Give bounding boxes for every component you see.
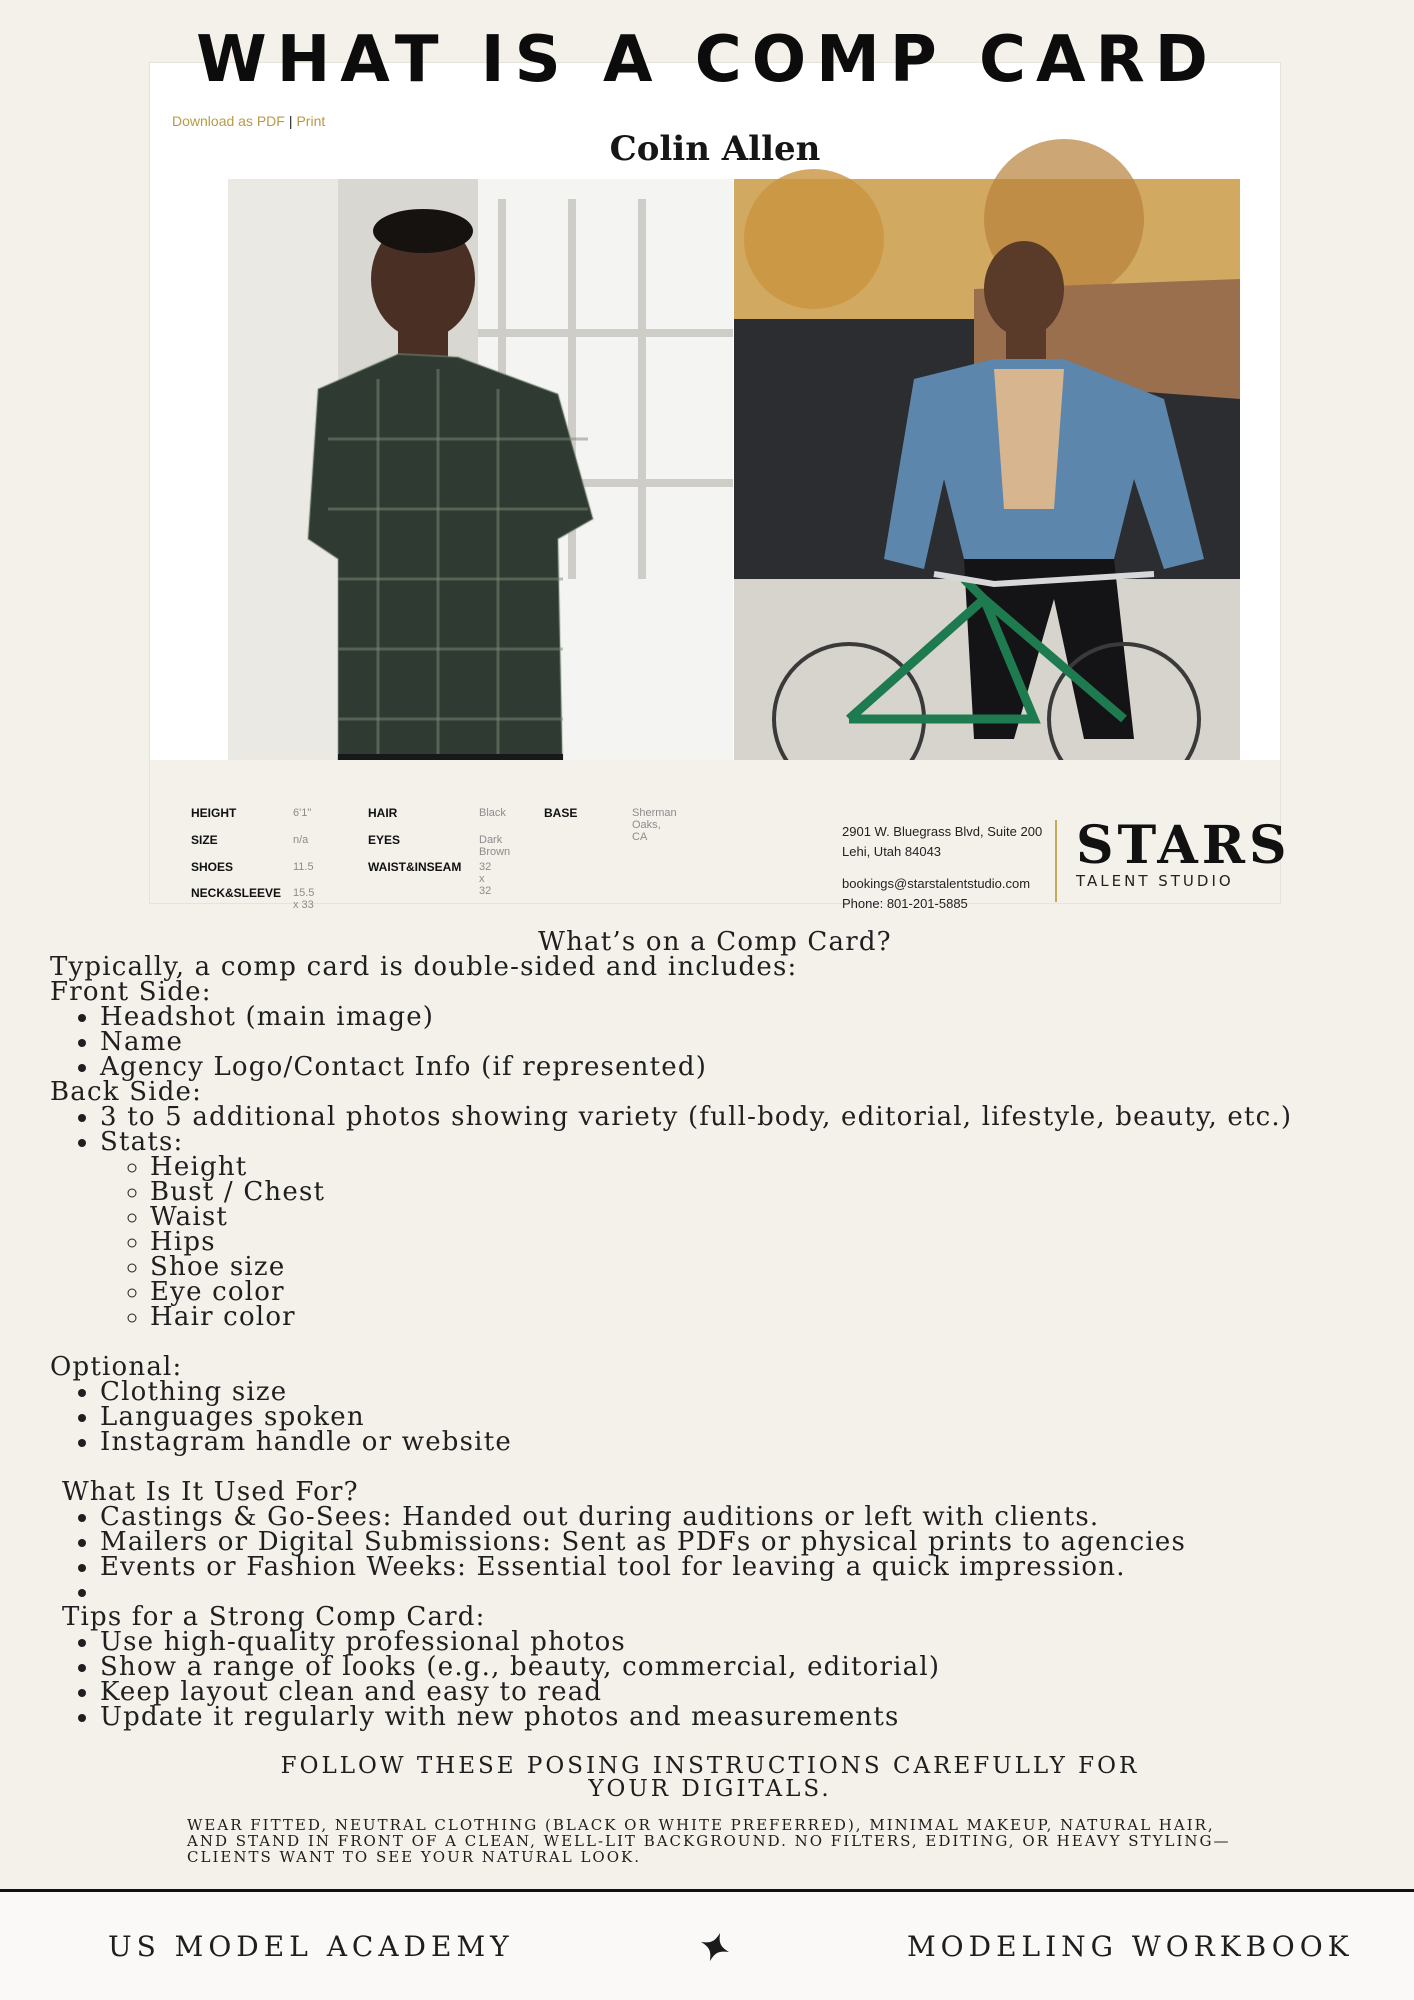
stat-height xyxy=(191,806,312,820)
main-content xyxy=(50,927,1380,1732)
tips-label: Tips for a Strong Comp Card: xyxy=(62,1602,486,1632)
stat-value: Sherman Oaks, CA xyxy=(632,807,677,843)
list-item: ◦ Hips xyxy=(150,1230,1380,1255)
stat-key: SHOES xyxy=(191,860,234,874)
posing-instructions-heading: FOLLOW THESE POSING INSTRUCTIONS CAREFULLY FOR YOUR DIGITALS. xyxy=(280,1753,1140,1802)
stat-key: WAIST&INSEAM xyxy=(368,860,462,874)
list-item: • Clothing size xyxy=(100,1380,1380,1405)
agency-phone: Phone: 801-201-5885 xyxy=(842,896,968,911)
download-pdf-link: Download as PDF xyxy=(172,113,285,129)
list-item: ◦ Hair color xyxy=(150,1305,1380,1330)
list-item: • Name xyxy=(100,1030,1380,1055)
footer xyxy=(0,1892,1414,2000)
stat-key: HAIR xyxy=(368,806,398,820)
list-item: ◦ Waist xyxy=(150,1205,1380,1230)
stats-label: Stats: xyxy=(100,1127,184,1157)
tips-list xyxy=(50,1627,1380,1732)
list-item: ◦ Shoe size xyxy=(150,1255,1380,1280)
stat-size xyxy=(191,833,309,847)
stat-waist-inseam xyxy=(368,860,492,897)
page-title: WHAT IS A COMP CARD xyxy=(196,23,1218,97)
list-item: • Mailers or Digital Submissions: Sent as PDFs or physical prints to agencies xyxy=(100,1530,1380,1555)
back-side-list xyxy=(50,1102,1380,1332)
optional-label: Optional: xyxy=(50,1352,183,1382)
model-photo-left xyxy=(228,179,733,791)
agency-email: bookings@starstalentstudio.com xyxy=(842,876,1031,891)
list-item: • Agency Logo/Contact Info (if represented) xyxy=(100,1055,1380,1080)
stat-key: HEIGHT xyxy=(191,806,237,820)
back-side-label: Back Side: xyxy=(50,1077,203,1107)
optional-list xyxy=(50,1377,1380,1457)
intro-text: Typically, a comp card is double-sided and includes: xyxy=(50,952,798,982)
agency-address-line: Lehi, Utah 84043 xyxy=(842,844,942,859)
agency-logo-wordmark: STARS xyxy=(1076,815,1291,876)
list-item: • Show a range of looks (e.g., beauty, commercial, editorial) xyxy=(100,1655,1380,1680)
posing-instructions-text: WEAR FITTED, NEUTRAL CLOTHING (BLACK OR WHITE PREFERRED), MINIMAL MAKEUP, NATURAL HAIR, AND STAND IN FRONT OF A CLEAN, WELL-LIT BACKGROUND. NO FILTERS, EDITING, OR HEAVY STYLING—CLIENTS WANT TO SEE YOUR NATURAL LOOK. xyxy=(187,1816,1231,1866)
section-heading: What’s on a Comp Card? xyxy=(538,927,892,957)
used-for-list xyxy=(50,1502,1380,1605)
stat-base xyxy=(544,806,677,843)
footer-academy-name: US MODEL ACADEMY xyxy=(108,1930,514,1963)
list-item xyxy=(100,1127,1380,1332)
used-for-label: What Is It Used For? xyxy=(62,1477,359,1507)
list-item: • 3 to 5 additional photos showing variety (full-body, editorial, lifestyle, beauty, etc.) xyxy=(100,1105,1380,1130)
agency-logo-tagline: TALENT STUDIO xyxy=(1076,872,1234,890)
list-item: • Events or Fashion Weeks: Essential tool for leaving a quick impression. xyxy=(100,1555,1380,1580)
list-item: • Languages spoken xyxy=(100,1405,1380,1430)
model-name: Colin Allen xyxy=(609,129,821,169)
list-item: • Headshot (main image) xyxy=(100,1005,1380,1030)
stat-neck-sleeve xyxy=(191,886,315,911)
stat-hair xyxy=(368,806,506,820)
list-item: ◦ Height xyxy=(150,1155,1380,1180)
card-stats-panel xyxy=(150,760,1291,911)
front-side-label: Front Side: xyxy=(50,977,212,1007)
agency-address-line: 2901 W. Bluegrass Blvd, Suite 200 xyxy=(842,824,1043,839)
stat-key: SIZE xyxy=(191,833,218,847)
print-link: Print xyxy=(296,113,326,129)
stat-key: EYES xyxy=(368,833,401,847)
stat-key: NECK&SLEEVE xyxy=(191,886,282,900)
list-item: • Update it regularly with new photos and measurements xyxy=(100,1705,1380,1730)
stat-eyes xyxy=(368,833,511,858)
stats-list xyxy=(100,1152,1380,1332)
four-point-star-icon xyxy=(698,1930,732,1968)
stat-key: BASE xyxy=(544,806,578,820)
stat-value: 15.5 x 33 xyxy=(293,887,315,911)
model-photo-right xyxy=(734,179,1240,791)
card-links xyxy=(172,113,325,129)
stat-shoes xyxy=(191,860,314,874)
list-item: • Use high-quality professional photos xyxy=(100,1630,1380,1655)
agency-contact xyxy=(842,874,1030,914)
stat-value: n/a xyxy=(293,834,309,846)
list-item: • Castings & Go-Sees: Handed out during auditions or left with clients. xyxy=(100,1505,1380,1530)
stat-value: Dark Brown xyxy=(479,834,511,858)
link-separator: | xyxy=(288,113,293,129)
stat-value: Black xyxy=(479,807,506,819)
list-item: • Keep layout clean and easy to read xyxy=(100,1680,1380,1705)
list-item: ◦ Bust / Chest xyxy=(150,1180,1380,1205)
stat-value: 11.5 xyxy=(293,861,314,873)
agency-divider xyxy=(1055,820,1057,902)
list-item: ◦ Eye color xyxy=(150,1280,1380,1305)
footer-workbook-name: MODELING WORKBOOK xyxy=(907,1930,1354,1963)
agency-logo xyxy=(1076,815,1291,890)
list-item: • Instagram handle or website xyxy=(100,1430,1380,1455)
front-side-list xyxy=(50,1002,1380,1082)
comp-card-image xyxy=(149,62,1291,911)
agency-address xyxy=(842,822,1042,862)
stat-value: 6'1" xyxy=(293,807,312,819)
stat-value: 32 x 32 xyxy=(479,861,492,897)
